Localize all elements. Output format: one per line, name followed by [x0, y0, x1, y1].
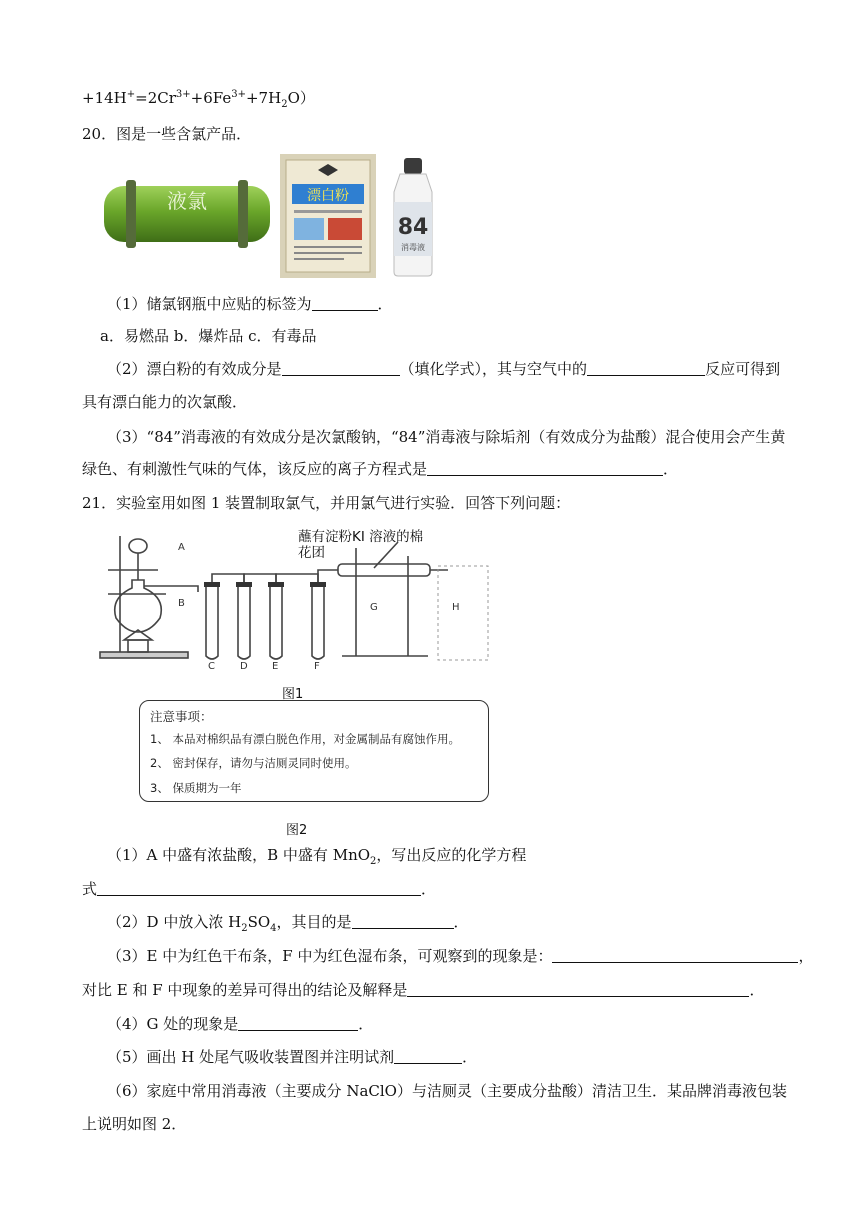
- q20-part2-cont: 具有漂白能力的次氯酸．: [82, 393, 248, 411]
- notice-title: 注意事项：: [150, 709, 213, 724]
- notice-box-figure-2: [139, 700, 489, 802]
- chlorine-cylinder-image: [102, 178, 272, 250]
- q21-part3-cont: 对比 E 和 F 中现象的差异可得出的结论及解释是 ．: [82, 981, 765, 999]
- bag-label: 漂白粉: [307, 188, 349, 204]
- fig1-callout: 蘸有淀粉KI 溶液的棉花团: [298, 529, 424, 561]
- answer-blank[interactable]: [587, 360, 705, 376]
- notice-item: 1、 本品对棉织品有漂白脱色作用，对金属制品有腐蚀作用。: [150, 732, 460, 746]
- answer-blank[interactable]: [238, 1015, 358, 1031]
- answer-blank[interactable]: [427, 460, 663, 476]
- label-B: B: [178, 598, 185, 609]
- bleaching-powder-bag-image: [280, 154, 376, 278]
- q20-part3-cont: 绿色、有刺激性气味的气体，该反应的离子方程式是 ．: [82, 460, 679, 478]
- disinfectant-84-bottle-image: [386, 156, 440, 278]
- bottle-sublabel: 消毒液: [401, 243, 425, 252]
- label-A: A: [178, 542, 185, 553]
- q21-part5: （5）画出 H 处尾气吸收装置图并注明试剂 ．: [107, 1048, 478, 1066]
- bottle-label: 84: [397, 215, 429, 240]
- q20-part3: （3）“84”消毒液的有效成分是次氯酸钠，“84”消毒液与除垢剂（有效成分为盐酸）混合使用会产生黄: [107, 428, 786, 446]
- q21-part4: （4）G 处的现象是 ．: [107, 1015, 374, 1033]
- q20-options: a．易燃品 b．爆炸品 c．有毒品: [100, 327, 317, 345]
- question-20-title: 20．图是一些含氯产品．: [82, 125, 252, 143]
- label-C: C: [208, 661, 215, 670]
- q21-part3: （3）E 中为红色干布条，F 中为红色湿布条，可观察到的现象是： ，: [107, 947, 814, 965]
- fig1-caption: 图1: [282, 687, 304, 702]
- q21-part2: （2）D 中放入浓 $H_2SO_4$，其目的是 ．: [107, 913, 469, 934]
- label-H: H: [452, 602, 460, 613]
- equation-tail: $+14H^+=2Cr^{3+}+6Fe^{3+}+7H_2O$）: [82, 89, 315, 110]
- label-D: D: [240, 661, 248, 670]
- q20-part1: （1）储氯钢瓶中应贴的标签为 ．: [107, 295, 393, 313]
- answer-blank[interactable]: [352, 913, 454, 929]
- q21-part6: （6）家庭中常用消毒液（主要成分 NaClO）与洁厕灵（主要成分盐酸）清洁卫生．某品牌消毒液包装: [107, 1082, 787, 1100]
- answer-blank[interactable]: [552, 947, 798, 963]
- answer-blank[interactable]: [97, 880, 421, 896]
- answer-blank[interactable]: [312, 295, 378, 311]
- q20-part2: （2）漂白粉的有效成分是 （填化学式），其与空气中的 反应可得到: [107, 360, 781, 378]
- label-G: G: [370, 602, 378, 613]
- question-21-title: 21．实验室用如图 1 装置制取氯气，并用氯气进行实验．回答下列问题：: [82, 494, 571, 512]
- answer-blank[interactable]: [282, 360, 400, 376]
- q21-part6-cont: 上说明如图 2．: [82, 1115, 187, 1133]
- fig2-caption: 图2: [286, 823, 308, 838]
- tank-label: 液氯: [167, 189, 207, 213]
- q21-part1-cont: 式 ．: [82, 880, 437, 898]
- notice-item: 3、 保质期为一年: [150, 781, 242, 795]
- q21-part1: （1）A 中盛有浓盐酸，B 中盛有 MnO$_2$，写出反应的化学方程: [107, 846, 527, 867]
- notice-item: 2、 密封保存，请勿与洁厕灵同时使用。: [150, 756, 357, 770]
- label-E: E: [272, 661, 279, 670]
- answer-blank[interactable]: [394, 1048, 462, 1064]
- answer-blank[interactable]: [407, 981, 749, 997]
- label-F: F: [314, 661, 320, 670]
